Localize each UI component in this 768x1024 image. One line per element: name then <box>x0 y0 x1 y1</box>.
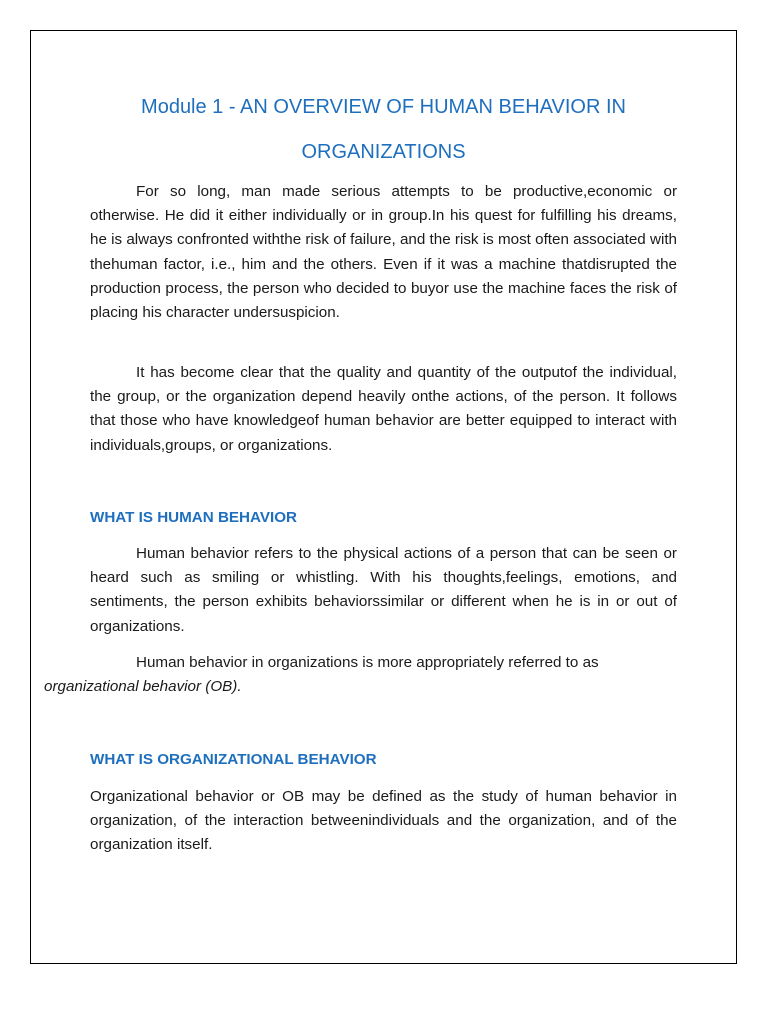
heading-human-behavior: WHAT IS HUMAN BEHAVIOR <box>90 509 297 526</box>
module-title-line-2: ORGANIZATIONS <box>301 141 466 163</box>
paragraph-ob-definition: Organizational behavior or OB may be defined as the study of human behavior in organization, of the interaction betweenindividuals and the organization, and of the organization itself. <box>90 788 677 854</box>
module-title-line-1: Module 1 - AN OVERVIEW OF HUMAN BEHAVIOR IN <box>141 96 626 118</box>
ob-term: organizational behavior (OB). <box>44 678 242 696</box>
paragraph-human-behavior-definition: Human behavior refers to the physical actions of a person that can be seen or heard such as smiling or whistling. With his thoughts,feelings, emotions, and sentiments, the person exhibits behaviorssimilar or different when he is in or out of organizations. <box>90 545 677 635</box>
ob-reference-text: Human behavior in organizations is more appropriately referred to as <box>136 654 599 671</box>
paragraph-ob-reference <box>44 651 677 699</box>
paragraph-quality: It has become clear that the quality and quantity of the outputof the individual, the group, or the organization depend heavily onthe actions, of the person. It follows that those who have knowledgeof human behavior are better equipped to interact with individuals,groups, or organizations. <box>90 364 677 454</box>
paragraph-intro: For so long, man made serious attempts to be productive,economic or otherwise. He did it either individually or in group.In his quest for fulfilling his dreams, he is always confronted withthe risk of failure, and the risk is most often associated with thehuman factor, i.e., him and the others. Even if it was a machine thatdisrupted the production process, the person who decided to buyor use the machine faces the risk of placing his character undersuspicion. <box>90 183 677 322</box>
heading-organizational-behavior: WHAT IS ORGANIZATIONAL BEHAVIOR <box>90 751 377 768</box>
